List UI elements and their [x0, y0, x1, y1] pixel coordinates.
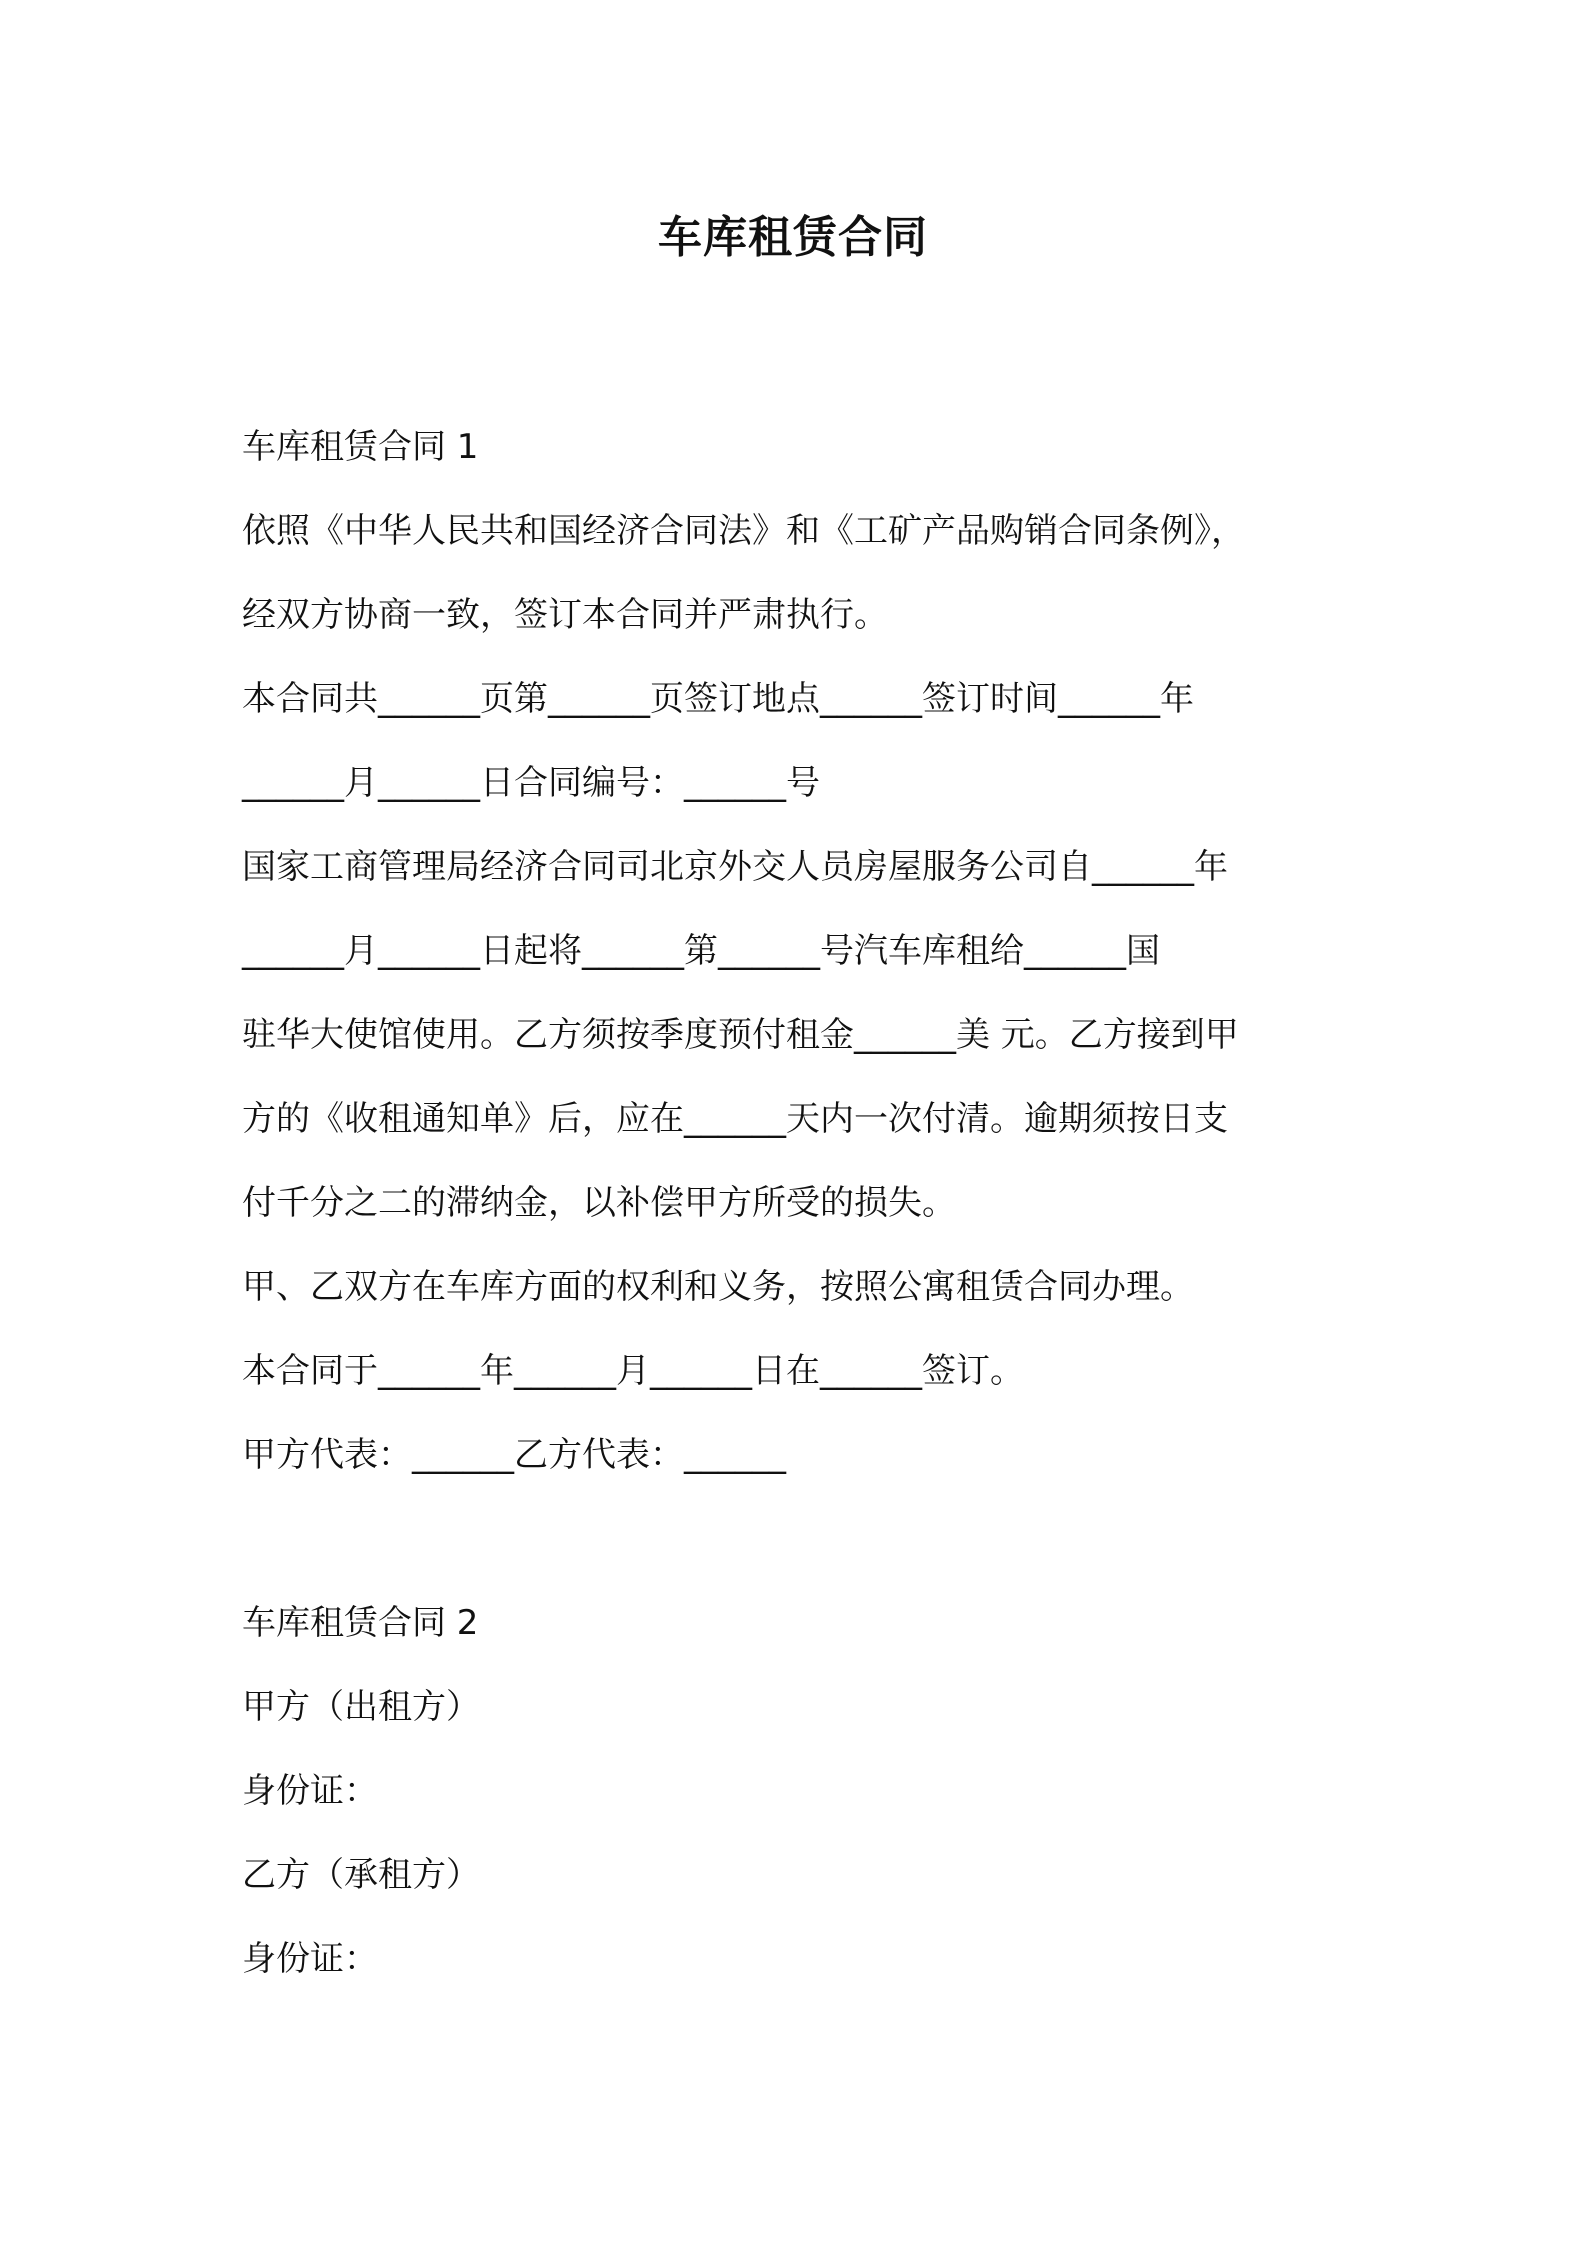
paragraph-line: 本合同共______页第______页签订地点______签订时间______年 — [242, 679, 1194, 719]
party-a-id-label: 身份证： — [242, 1771, 378, 1811]
section-spacer — [242, 1497, 1356, 1581]
paragraph-line: 国家工商管理局经济合同司北京外交人员房屋服务公司自______年 — [242, 847, 1228, 887]
party-a-label: 甲方（出租方） — [242, 1687, 480, 1727]
paragraph-line: ______月______日合同编号：______号 — [242, 763, 820, 803]
paragraph-line: 驻华大使馆使用。乙方须按季度预付租金______美 元。乙方接到甲 — [242, 1015, 1239, 1055]
document-body — [242, 405, 1356, 2001]
party-b-id-label: 身份证： — [242, 1939, 378, 1979]
paragraph-line: 经双方协商一致，签订本合同并严肃执行。 — [242, 595, 888, 635]
signature-line: 甲方代表：______乙方代表：______ — [242, 1435, 786, 1475]
document-title: 车库租赁合同 — [658, 212, 928, 263]
paragraph-line: 依照《中华人民共和国经济合同法》和《工矿产品购销合同条例》， — [242, 511, 1245, 551]
section-heading-2: 车库租赁合同 2 — [242, 1603, 479, 1643]
paragraph-line: 方的《收租通知单》后，应在______天内一次付清。逾期须按日支 — [242, 1099, 1228, 1139]
paragraph-line: ______月______日起将______第______号汽车库租给______国 — [242, 931, 1160, 971]
section-heading-1: 车库租赁合同 1 — [242, 427, 479, 467]
party-b-label: 乙方（承租方） — [242, 1855, 480, 1895]
paragraph-line: 本合同于______年______月______日在______签订。 — [242, 1351, 1024, 1391]
paragraph-line: 甲、乙双方在车库方面的权利和义务，按照公寓租赁合同办理。 — [242, 1267, 1194, 1307]
paragraph-line: 付千分之二的滞纳金，以补偿甲方所受的损失。 — [242, 1183, 956, 1223]
